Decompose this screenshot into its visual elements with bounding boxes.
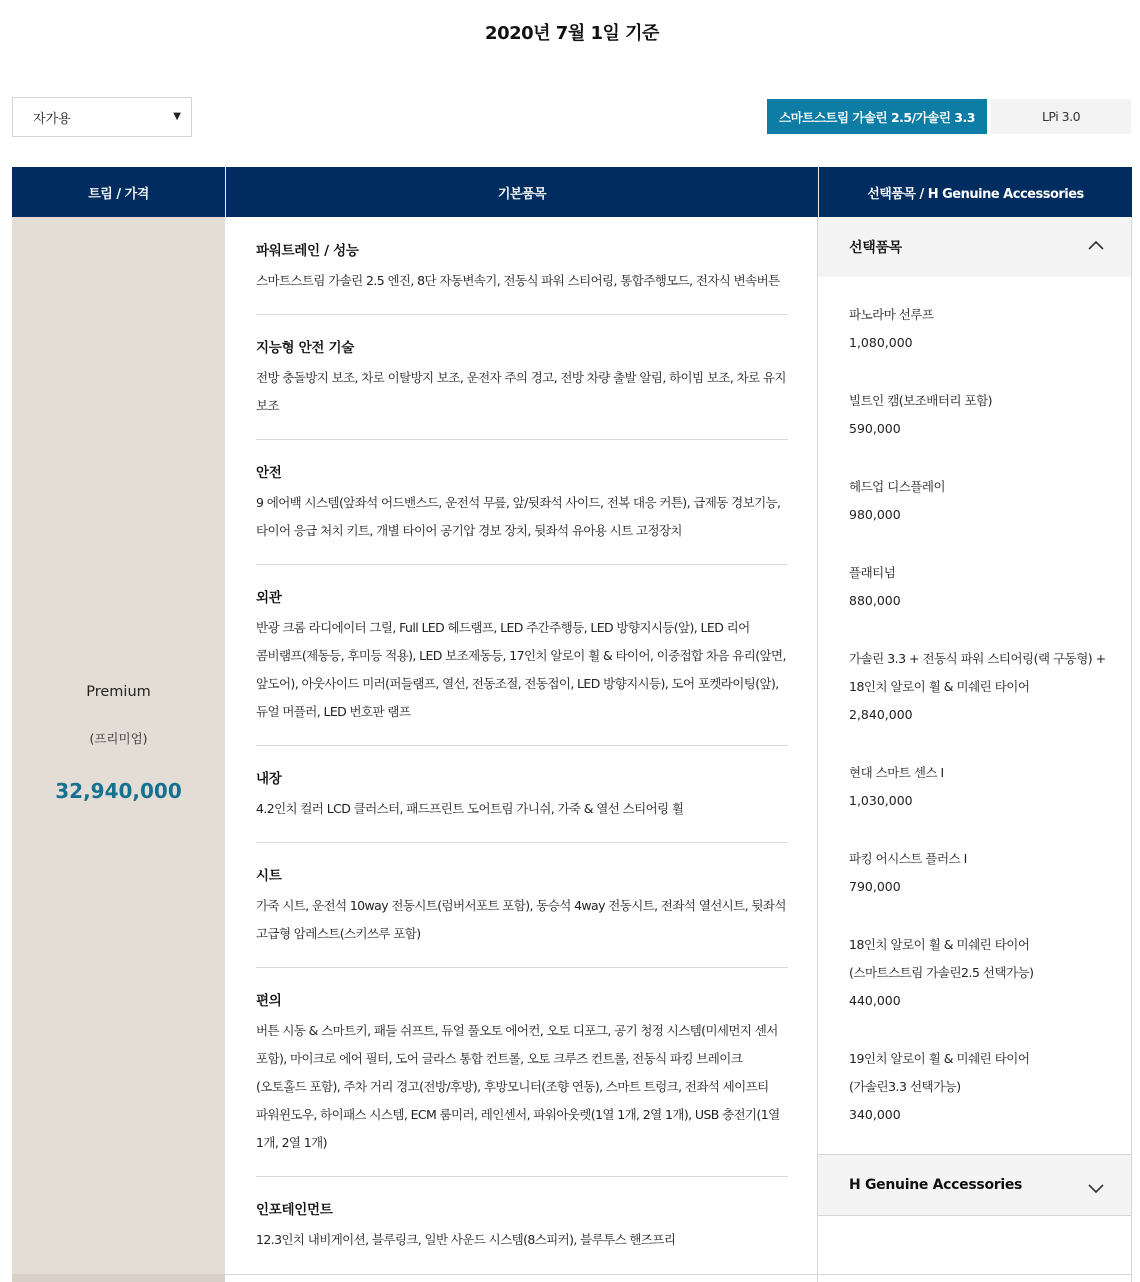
section-line: 파워윈도우, 하이패스 시스템, ECM 룸미러, 레인센서, 파워아웃렛(1열 1개, 2열 1개), USB 충전기(1열 [256, 1107, 780, 1122]
section-line: 12.3인치 내비게이션, 블루링크, 일반 사운드 시스템(8스피커), 블루투스 핸즈프리 [256, 1232, 676, 1247]
page-title: 2020년 7월 1일 기준 [485, 23, 659, 44]
divider [256, 745, 788, 746]
option-name: 헤드업 디스플레이 [849, 479, 946, 494]
option-price: 2,840,000 [849, 707, 913, 722]
section-line: 스마트스트림 가솔린 2.5 엔진, 8단 자동변속기, 전동식 파워 스티어링, 통합주행모드, 전자식 변속버튼 [256, 273, 780, 288]
header-basic-items: 기본품목 [497, 186, 547, 202]
option-name: (가솔린3.3 선택가능) [849, 1079, 961, 1094]
section-line: 고급형 암레스트(스키쓰루 포함) [256, 926, 421, 941]
option-item [849, 387, 1119, 443]
usage-select[interactable] [12, 97, 192, 137]
section-line: (오토홀드 포함), 주차 거리 경고(전방/후방), 후방모니터(조향 연동), 스마트 트렁크, 전좌석 세이프티 [256, 1079, 769, 1094]
divider [256, 1176, 788, 1177]
trim-name: Premium [86, 684, 151, 700]
section-line: 앞도어), 아웃사이드 미러(퍼들램프, 열선, 전동조절, 전동접이, LED 방향지시등), 도어 포켓라이팅(앞), [256, 676, 779, 691]
chevron-down-icon: ▼ [173, 111, 181, 122]
chevron-down-icon [1087, 1179, 1105, 1197]
section-title: 파워트레인 / 성능 [256, 243, 359, 259]
accessories-accordion-header[interactable] [818, 1155, 1131, 1215]
options-column [818, 217, 1132, 1282]
section-line: 전방 충돌방지 보조, 차로 이탈방지 보조, 운전자 주의 경고, 전방 차량 출발 알림, 하이빔 보조, 차로 유지 [256, 370, 786, 385]
basic-items-column [225, 217, 818, 1282]
options-title: 선택품목 [849, 240, 902, 256]
trim-table [12, 167, 1132, 1282]
option-name: 18인치 알로이 휠 & 미쉐린 타이어 [849, 937, 1030, 952]
section-line: 콤비램프(제동등, 후미등 적용), LED 보조제동등, 17인치 알로이 휠 & 타이어, 이중접합 차음 유리(앞면, [256, 648, 786, 663]
section-line: 반광 크롬 라디에이터 그릴, Full LED 헤드램프, LED 주간주행등, LED 방향지시등(앞), LED 리어 [256, 620, 750, 635]
option-name: 가솔린 3.3 + 전동식 파워 스티어링(랙 구동형) + [849, 651, 1106, 666]
divider [256, 967, 788, 968]
option-item [849, 559, 1119, 615]
section-title: 지능형 안전 기술 [256, 340, 354, 356]
table-header [12, 167, 1132, 217]
tab-gasoline[interactable]: 스마트스트림 가솔린 2.5/가솔린 3.3 [767, 99, 987, 134]
section-line: 가죽 시트, 운전석 10way 전동시트(럼버서포트 포함), 동승석 4way 전동시트, 전좌석 열선시트, 뒷좌석 [256, 898, 786, 913]
trim-korean-name: (프리미엄) [89, 731, 148, 746]
section-title: 시트 [256, 868, 282, 884]
next-row-edge [12, 1274, 225, 1282]
option-name: 현대 스마트 센스 I [849, 765, 944, 780]
basic-section-exterior [256, 586, 788, 726]
option-item [849, 759, 1119, 815]
trim-column [12, 217, 225, 1282]
basic-section-seat [256, 864, 788, 948]
option-price: 590,000 [849, 421, 901, 436]
divider [256, 314, 788, 315]
option-item [849, 1045, 1119, 1129]
header-trim-price: 트림 / 가격 [88, 186, 149, 202]
trim-price: 32,940,000 [55, 779, 182, 803]
divider [256, 564, 788, 565]
option-item [849, 645, 1119, 729]
section-line: 듀얼 머플러, LED 번호판 램프 [256, 704, 411, 719]
option-name: 파노라마 선루프 [849, 307, 934, 322]
section-line: 버튼 시동 & 스마트키, 패들 쉬프트, 듀얼 풀오토 에어컨, 오토 디포그, 공기 청정 시스템(미세먼지 센서 [256, 1023, 778, 1038]
option-item [849, 473, 1119, 529]
option-price: 1,080,000 [849, 335, 913, 350]
section-line: 포함), 마이크로 에어 필터, 도어 글라스 통합 컨트롤, 오토 크루즈 컨트롤, 전동식 파킹 브레이크 [256, 1051, 743, 1066]
section-title: 인포테인먼트 [256, 1202, 333, 1218]
divider [225, 1274, 818, 1275]
option-price: 340,000 [849, 1107, 901, 1122]
divider [818, 1274, 1131, 1275]
option-name: 빌트인 캠(보조배터리 포함) [849, 393, 993, 408]
option-item [849, 931, 1119, 1015]
accessories-title: H Genuine Accessories [849, 1177, 1023, 1193]
option-name: (스마트스트림 가솔린2.5 선택가능) [849, 965, 1034, 980]
section-title: 내장 [256, 771, 282, 787]
option-item [849, 301, 1119, 357]
section-line: 1개, 2열 1개) [256, 1135, 327, 1150]
option-price: 1,030,000 [849, 793, 913, 808]
section-line: 4.2인치 컬러 LCD 클러스터, 패드프린트 도어트림 가니쉬, 가죽 & 열선 스티어링 휠 [256, 801, 684, 816]
divider [256, 842, 788, 843]
basic-section-infotainment [256, 1198, 788, 1254]
option-price: 790,000 [849, 879, 901, 894]
section-title: 안전 [256, 465, 282, 481]
section-title: 편의 [256, 993, 282, 1009]
section-title: 외관 [256, 590, 282, 606]
option-price: 980,000 [849, 507, 901, 522]
option-name: 19인치 알로이 휠 & 미쉐린 타이어 [849, 1051, 1030, 1066]
option-price: 440,000 [849, 993, 901, 1008]
section-line: 9 에어백 시스템(앞좌석 어드밴스드, 운전석 무릎, 앞/뒷좌석 사이드, 전복 대응 커튼), 급제동 경보기능, [256, 495, 781, 510]
option-name: 18인치 알로이 휠 & 미쉐린 타이어 [849, 679, 1030, 694]
option-item [849, 845, 1119, 901]
divider [256, 439, 788, 440]
basic-section-interior [256, 767, 788, 823]
basic-section-convenience [256, 989, 788, 1157]
tab-lpi[interactable]: LPi 3.0 [991, 99, 1131, 134]
basic-section-smart-safety [256, 336, 788, 420]
chevron-up-icon [1087, 237, 1105, 255]
option-name: 파킹 어시스트 플러스 I [849, 851, 967, 866]
section-line: 타이어 응급 처치 키트, 개별 타이어 공기압 경보 장치, 뒷좌석 유아용 시트 고정장치 [256, 523, 682, 538]
usage-select-value: 자가용 [33, 111, 71, 127]
basic-section-powertrain [256, 239, 788, 295]
section-line: 보조 [256, 398, 279, 413]
options-accordion-header[interactable] [818, 217, 1131, 277]
header-options: 선택품목 / H Genuine Accessories [867, 186, 1084, 202]
option-price: 880,000 [849, 593, 901, 608]
option-name: 플래티넘 [849, 565, 896, 580]
divider [818, 1215, 1131, 1216]
basic-section-safety [256, 461, 788, 545]
